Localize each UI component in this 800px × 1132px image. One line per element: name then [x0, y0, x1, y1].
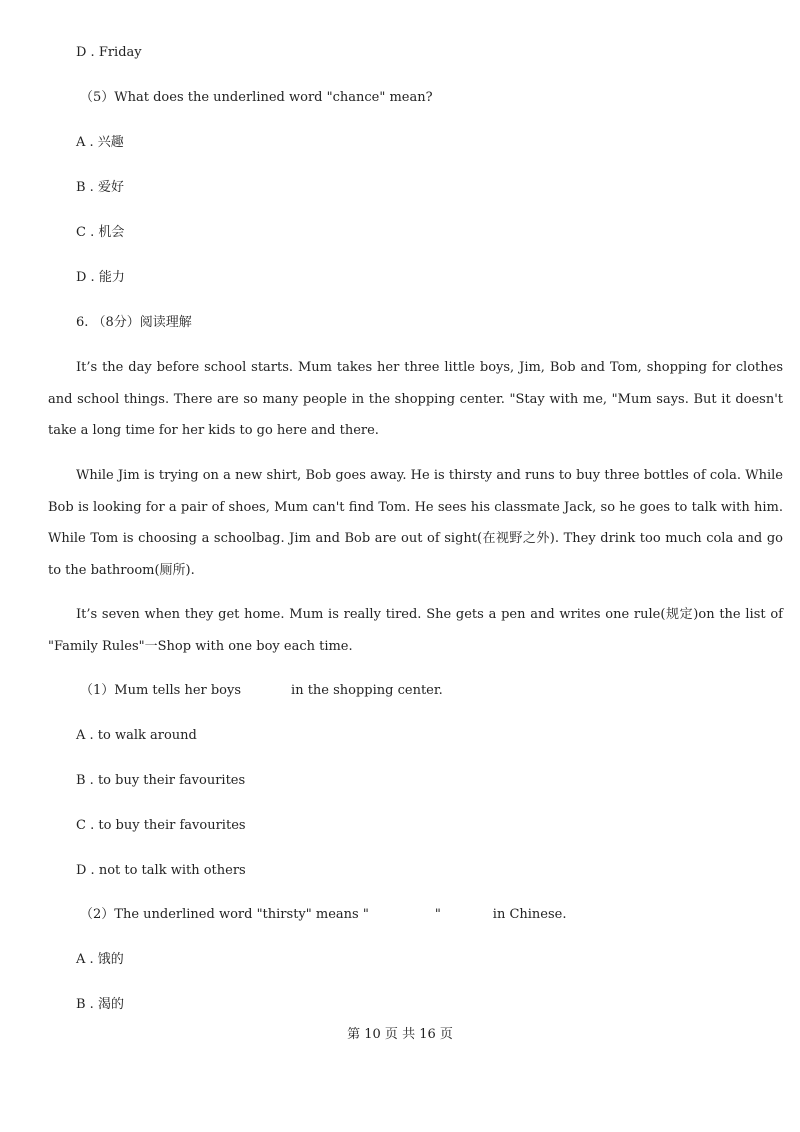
question-5-option-a: A . 兴趣 [76, 135, 124, 150]
passage-paragraph-2: While Jim is trying on a new shirt, Bob goes away. He is thirsty and runs to buy three bottles of cola. While Bob is looking for a pair of shoes, Mum can't find Tom. He sees his classmate Jack, so he goes to talk with him. While Tom is choosing a schoolbag. Jim and Bob are out of sight(在视野之外). They drink too much cola and go to the bathroom(厕所). [48, 468, 783, 578]
passage-paragraph-3: It’s seven when they get home. Mum is really tired. She gets a pen and writes one rule(规定)on the list of "Family Rules"一Shop with one boy each time. [48, 607, 783, 654]
question-1-option-a: A . to walk around [76, 728, 197, 743]
question-2-stem-start: （2）The underlined word "thirsty" means " [80, 907, 369, 922]
question-1-option-d: D . not to talk with others [76, 863, 246, 878]
question-2-option-b: B . 渴的 [76, 997, 124, 1012]
question-1-stem [80, 683, 443, 699]
section-6-heading: 6. （8分）阅读理解 [76, 315, 192, 330]
prev-question-option-d: D . Friday [76, 45, 142, 60]
question-5-option-c: C . 机会 [76, 225, 125, 240]
question-2-stem-quote: " [434, 907, 441, 922]
question-1-option-b: B . to buy their favourites [76, 773, 246, 788]
question-2-option-a: A . 饿的 [76, 952, 124, 967]
question-1-option-c: C . to buy their favourites [76, 818, 246, 833]
question-5-option-b: B . 爱好 [76, 180, 124, 195]
page-footer: 第 10 页 共 16 页 [347, 1027, 453, 1042]
question-1-stem-end: in the shopping center. [291, 683, 443, 698]
question-5-stem: （5）What does the underlined word "chance" mean? [80, 90, 433, 105]
question-2-stem-end: in Chinese. [492, 907, 567, 922]
question-1-stem-start: （1）Mum tells her boys [80, 683, 242, 698]
question-2-stem [80, 907, 567, 923]
question-5-option-d: D . 能力 [76, 270, 125, 285]
passage-paragraph-1: It’s the day before school starts. Mum takes her three little boys, Jim, Bob and Tom, shopping for clothes and school things. There are so many people in the shopping center. "Stay with me, "Mum says. But it doesn't take a long time for her kids to go here and there. [48, 360, 783, 438]
